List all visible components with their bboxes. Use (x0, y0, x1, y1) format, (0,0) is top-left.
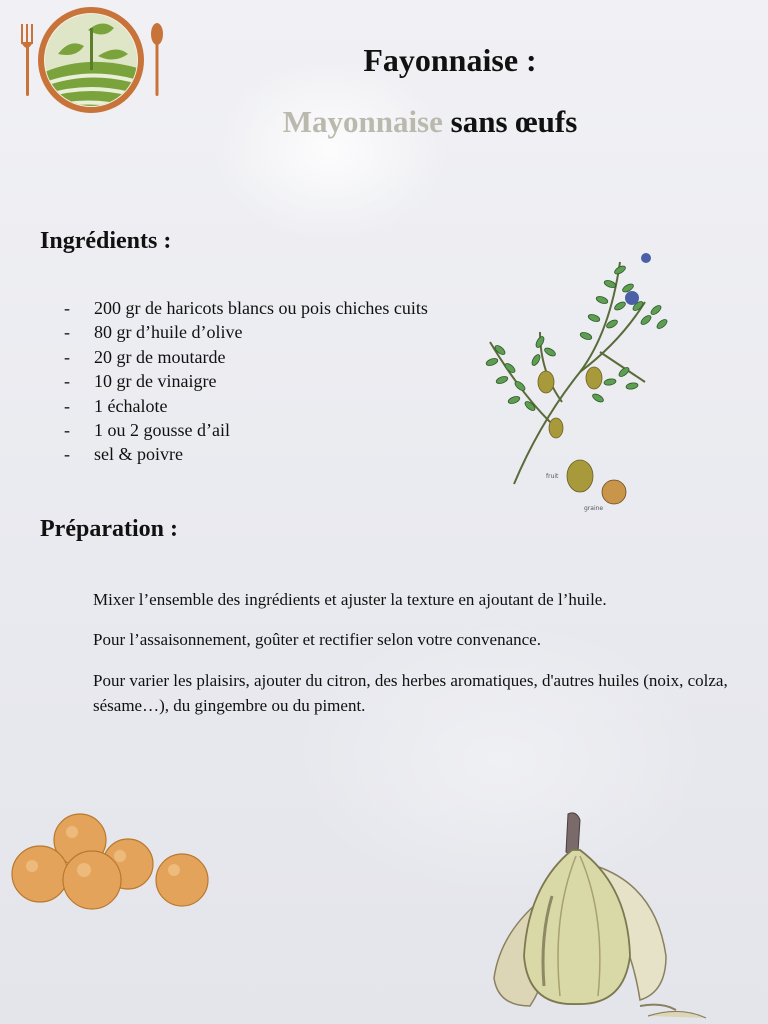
chickpeas-icon (8, 812, 218, 918)
list-item: - 20 gr de moutarde (64, 346, 226, 367)
list-item: - sel & poivre (64, 444, 183, 465)
list-item: - 10 gr de vinaigre (64, 371, 217, 392)
list-item: - 1 échalote (64, 395, 168, 416)
recipe-subtitle (240, 104, 620, 140)
preparation-step-1: Mixer l’ensemble des ingrédients et ajuster la texture en ajoutant de l’huile. (93, 590, 607, 609)
subtitle-glare-text: Mayonnaise (282, 104, 443, 139)
list-item: - 200 gr de haricots blancs ou pois chiches cuits (64, 298, 428, 318)
recipe-title: Fayonnaise : (363, 42, 537, 78)
plant-label-seed: graine (584, 505, 604, 512)
preparation-step-3: Pour varier les plaisirs, ajouter du citron, des herbes aromatiques, d'autres huiles (noix, colza, sésame…), du gingembre ou du piment. (93, 671, 728, 715)
garlic-icon (480, 806, 740, 1024)
list-item: - 1 ou 2 gousse d’ail (64, 420, 230, 441)
plant-label-fruit: fruit (546, 473, 559, 480)
list-item: - 80 gr d’huile d’olive (64, 322, 243, 343)
chickpea-plant-icon (470, 222, 685, 522)
ingredients-heading: Ingrédients : (40, 228, 172, 254)
farm-logo-icon (18, 0, 168, 126)
subtitle-text: sans œufs (442, 104, 578, 139)
preparation-heading: Préparation : (40, 516, 178, 542)
preparation-step-2: Pour l’assaisonnement, goûter et rectifier selon votre convenance. (93, 630, 541, 649)
ingredient-list (64, 296, 428, 467)
